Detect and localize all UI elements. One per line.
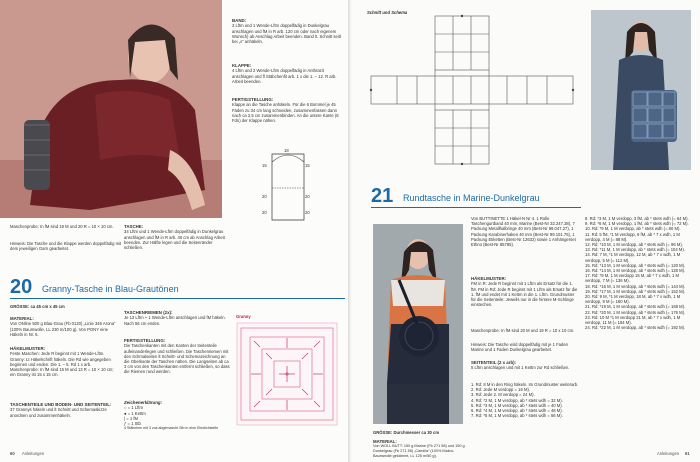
round-line: 20. Rd: 9 M, *1 M verdopp, 18 M, ab * 7 x wdh, 1 M verdopp, 9 M (= 160 M). xyxy=(585,294,681,305)
schema-num-left-3: 20 xyxy=(262,210,267,215)
left-page xyxy=(0,0,349,462)
seitenteile-20-heading: TASCHENTEILE UND BODEN- UND SEITENTEIL: xyxy=(10,402,112,407)
photo-caption-hinweis: Hinweis: Die Tasche und die Klappe werden doppelfädig mit dem jeweiligen Garn gearbeitet. xyxy=(10,241,122,252)
round-line: 23. Rd: 10 M *1 M verdopp 21 M, ab * 7 x wdh, 1 M verdopp, 11 M (= 184 M). xyxy=(585,314,681,326)
groesse-20 xyxy=(10,304,120,309)
schema-num-top: 18 xyxy=(284,148,289,153)
seitenteile-20-section xyxy=(10,402,120,418)
klappe-text: 4 Lftm und 2 Wende-Lftm doppelfädig in Anthrazit anschlagen und fl Stäbchenfit arb. 1 x die 1. – 12. R arb. Arbeit beenden. xyxy=(232,68,337,84)
groesse-20-text: GRÖSSE: ca 45 cm x 45 cm xyxy=(10,304,65,309)
granny-crochet-chart xyxy=(236,322,338,426)
round-line: 1. Rd: 8 M in den Ring häkeln. Im Grundmuster weiterarb. xyxy=(471,382,579,387)
haekelmuster-20-text: Feste Maschen: Jede R beginnt mit 1 Wende-Lftm. Granny: Lt Häkelschrift häkeln. Die Rd wie angegeben beginnen und enden. Die 1. – 5. Rd 1 x arb. Maschenprobe: In fM sind 15 M und 13 R = 10 × 10 cm; ein Granny ist 15 x 15 cm. xyxy=(10,351,114,378)
haekelmuster-21-text: FM in R: Jede R beginnt mit 1 Lftm als Ersatz für die 1. fM. FM in Rd: Jede R beginnt mit 1 Lftm als Ersatz für die 1. fM und endet mit 1 Kettm in die 1. Lftm. Grundmuster für die Seitenteile: Jeweils nur in die hintere M-Schlinge einstechen. xyxy=(471,281,578,308)
round-line: 24. Rd: *22 M, 1 M verdopp, ab * stets wdh (= 192 M). xyxy=(585,325,686,331)
material-20-heading: MATERIAL: xyxy=(10,316,34,321)
material-20-section xyxy=(10,316,120,337)
material-21-continued: Von BUTTINETTE 1 Häkel-N Nr 4. 1 Rolle Taschengurtband 40 mm, Marine (Best-Nr 32.247.38), 7 Packung Metallhalbringe 40 mm (Best-Nr 99.047.27), 1 Packung Karabinerhaken 40 mm (Best-Nr 99.101.75), 1 Packung Etiketten (Best-Nr 12632) sowie 1 Anhängerset Ethno (Best-Nr 85785). xyxy=(471,216,576,248)
fertig-section xyxy=(232,97,344,123)
schema-num-left-2: 20 xyxy=(262,194,267,199)
round-line: 11. Rd: 5 fM, *1 M verdopp, 9 fM, ab * 7 x wdh, 1 M verdopp, 4 M (= 88 M). xyxy=(585,231,680,242)
haekelmuster-20-section xyxy=(10,346,120,377)
schema-num-left-1: 15 xyxy=(262,163,267,168)
schema-num-right-2: 20 xyxy=(305,194,310,199)
footer-page-number-right: 61 xyxy=(685,451,690,456)
legend-item-4: ƒ = 1 Stb xyxy=(124,421,141,427)
round-line: 7. Rd: *5 M, 1 M verdopp, ab * stets wdh = 56 M). xyxy=(471,413,563,419)
legend-section xyxy=(124,400,230,431)
material-21-text: Von WOLL BUTT: 150 g Marine (Fb 271 58) und 150 g Dunkelgrau (Fb 271 55) „Camilla“ (100% Makro-Baumwolle gekämmt, LL 125 m/50 g). xyxy=(373,444,465,458)
round-line: 4. Rd: *2 M, 1 M verdopp, ab * stets wdh = 32 M). xyxy=(471,397,563,403)
round-line: 12. Rd: *10 M, 1 M verdopp, ab * stets wdh (= 96 M). xyxy=(585,242,683,248)
fertigstellung-20-heading: FERTIGSTELLUNG: xyxy=(124,338,166,343)
round-line: 16. Rd: *14 M, 1 M verdopp, ab * stets wdh (= 128 M). xyxy=(585,268,686,274)
model-20-rule xyxy=(10,298,345,299)
round-line: 13. Rd: *11 M, 1 M verdopp, ab * stets wdh (= 104 M). xyxy=(585,247,685,253)
model-number-21: 21 xyxy=(371,185,394,207)
groesse-21-text: GRÖSSE: Durchmesser ca 30 cm xyxy=(373,430,440,435)
hinweis-21: Hinweis: Die Tasche wird doppelfädig mit je 1 Faden Marine und 1 Faden Dunkelgrau gearbeitet. xyxy=(471,342,568,353)
legend-item-3: | = 1 fM xyxy=(124,415,139,421)
legend-item-1: ○ = 1 Lftm xyxy=(124,405,143,411)
model-21-rule xyxy=(371,207,581,208)
round-line: 5. Rd: *3 M, 1 M verdopp, ab * stets wdh = 40 M). xyxy=(471,402,563,408)
photo-caption-maschen: Maschenprobe: In fM sind 19 M und 20 R = 10 × 10 cm. xyxy=(10,224,114,229)
round-bag-figure xyxy=(373,224,463,424)
haekelmuster-20-heading: HÄKELMUSTER: xyxy=(10,346,46,351)
round-line: 3. Rd: Jede 2. M verdopp = 24 M). xyxy=(471,392,535,398)
band-text: 3 Lftm und 1 Wende-Lftm doppelfädig in Dunkelgrau anschlagen und fM in R arb. 120 cm oder nach eigenem Wunsch) ab Anschlag Arbeit beenden. Band lt. Schnitt seitl bei „x“ anhäkeln. xyxy=(232,23,341,45)
legend-item-2: ● = 1 Kettm xyxy=(124,410,146,416)
haekelmuster-21-section xyxy=(471,276,579,307)
burgundy-dress-figure xyxy=(0,0,222,218)
round-line: 10. Rd: *9 M, 1 M verdopp, ab * stets wdh (= 80 M). xyxy=(585,226,681,232)
granny-label: Granny xyxy=(236,314,251,319)
haekelmuster-21-heading: HÄKELMUSTER: xyxy=(471,276,507,281)
round-line: 19. Rd: *17 M, 1 M verdopp, ab * stets wdh (= 152 M). xyxy=(585,288,686,294)
round-line: 8. Rd: *3 M, 1 M verdopp, 3 fM, ab * stets wdh (= 64 M). xyxy=(585,216,689,221)
band-section xyxy=(232,18,344,44)
footer-label-right: Anleitungen xyxy=(657,451,680,456)
band-heading: BAND: xyxy=(232,18,247,23)
fertigstellung-20-section xyxy=(124,338,230,375)
seitenteil-21-section xyxy=(471,360,579,371)
legend-item-5: 4 Stäbchen mit 3 zus abgemascht Stb in eine Einstichstelle xyxy=(124,426,219,431)
seitenteil-21-heading: SEITENTEIL (2 x arb): xyxy=(471,360,517,365)
material-21-section xyxy=(373,439,465,458)
rounds-right-list xyxy=(585,216,695,330)
granny-bag-figure xyxy=(591,10,691,170)
round-line: 22. Rd: *20 M, 1 M verdopp, ab * stets wdh (= 176 M). xyxy=(585,309,686,315)
schema-num-right-1: 15 xyxy=(305,163,310,168)
material-21-heading: MATERIAL: xyxy=(373,439,397,444)
right-page xyxy=(351,0,700,462)
model-number-20: 20 xyxy=(10,276,33,298)
round-line: 17. Rd: *9 M, 1 M verdopp 15 M, ab * 7 x wdh, 1 M verdopp, 7 M (= 136 M). xyxy=(585,273,680,284)
tasche-heading: TASCHE: xyxy=(124,224,144,229)
klappe-section xyxy=(232,63,344,84)
photo-woman-round-bag xyxy=(373,224,463,424)
round-line: 18. Rd: *16 M, 1 M verdopp, ab * stets wdh (= 144 M). xyxy=(585,283,686,289)
round-line: 21. Rd: *19 M, 1 M verdopp, ab * stets wdh (= 168 M). xyxy=(585,304,686,310)
riemen-20-section xyxy=(124,310,230,326)
schnitt-label: Schnitt und Schema xyxy=(367,10,408,15)
round-line: 14. Rd: 7 M, *1 M verdopp, 12 M, ab * 7 x wdh, 1 M verdopp, 5 M (= 112 M). xyxy=(585,252,681,263)
riemen-20-heading: TASCHENRIEMEN (2x): xyxy=(124,310,173,315)
fertig-text: Klappe an die Tasche anhäkeln. Für die 6 Bommel je 45 Fäden zu 34 cm lang schneiden, zusammenfassen dann nach ca 2,5 cm zusammenbinden. An die untere Kante (8 Fdn) der Klappe nähen. xyxy=(232,102,339,124)
round-line: 2. Rd: Jede M verdopp = 16 M). xyxy=(471,387,531,393)
seitenteil-21-text: 5 Lftm anschlagen und mit 1 Kettm zur Rd schließen. xyxy=(471,365,570,371)
schema-num-right-3: 20 xyxy=(305,210,310,215)
model-title-20: Granny-Tasche in Blau-Grautönen xyxy=(42,284,179,294)
rounds-left-list xyxy=(471,382,579,418)
tasche-schema-drawing xyxy=(258,148,318,228)
fertig-heading: FERTIGSTELLUNG: xyxy=(232,97,274,102)
round-line: 9. Rd: *6 M, 1 M verdopp, 1 fM, ab * stets wdh (= 72 M). xyxy=(585,221,689,227)
footer-page-number-left: 60 xyxy=(10,451,15,456)
riemen-20-text: Je 13 Lftm + 1 Wende-Lftm anschlagen und fM häkeln. Nach 56 cm enden. xyxy=(124,315,226,326)
model-title-21: Rundtasche in Marine-Dunkelgrau xyxy=(403,193,540,203)
round-line: 6. Rd: *4 M, 1 M verdopp, ab * stets wdh = 48 M). xyxy=(471,408,563,414)
photo-woman-granny-bag xyxy=(591,10,691,170)
seitenteile-20-text: 37 Grannys häkeln und lt Schnitt und Schemaskizze anordnen und zusammenhäkeln. xyxy=(10,407,107,418)
schnitt-cross-diagram xyxy=(367,14,577,174)
maschenprobe-21: Maschenprobe: In fM sind 20 M und 19 R = 10 x 10 cm. xyxy=(471,328,575,333)
footer-label-left: Anleitungen xyxy=(22,451,45,456)
photo-woman-burgundy-dress xyxy=(0,0,222,218)
round-line: 15. Rd: *13 M, 1 M verdopp, ab * stets wdh (= 120 M). xyxy=(585,262,686,268)
legend-heading: Zeichenerklärung: xyxy=(124,400,163,405)
fertigstellung-20-text: Die Taschenkanten mit den Kanten der Seitenteile aufeinanderlegen und schließen. Die Taschenriemen mit den Schmalseiten lt Schnitt- und Schemazeichnung an die Oberkante der Taschen nähen. Die Langseiten ab ca 3 cm von den Taschenkanten entfernt schließen, so dass die Riemen rund werden. xyxy=(124,343,230,375)
material-20-text: Von ONline 500 g Blau-Grau (Fb 0120) „Linie 346 Arona“ (100% Baumwolle, LL 230 m/100 g). Von PONY eine Häkeln in Nr. 5. xyxy=(10,321,116,337)
klappe-heading: KLAPPE: xyxy=(232,63,252,68)
groesse-21 xyxy=(373,430,465,435)
tasche-text: 34 Lftm und 1 Wende-Lftm doppelfädig in Dunkelgrau anschlagen und fM in R arb. 40 cm ab Anschlag Arbeit beenden. Zur Hälfte legen und die Seitenränder schließen. xyxy=(124,229,225,251)
tasche-section xyxy=(124,224,230,250)
